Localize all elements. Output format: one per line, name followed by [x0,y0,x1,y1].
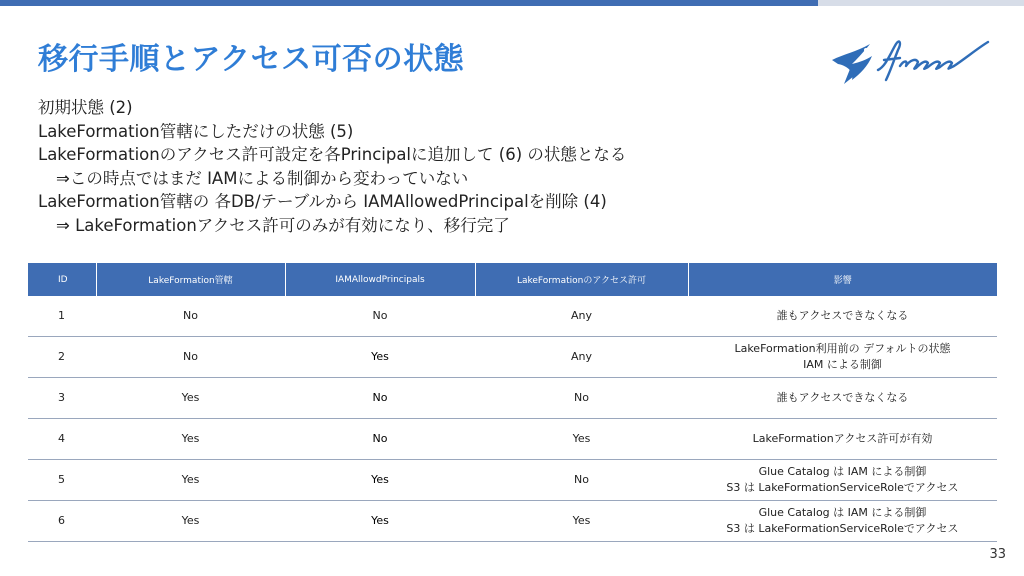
cell-impact: LakeFormation利用前の デフォルトの状態 IAM による制御 [688,337,997,378]
table-header-row [28,263,997,296]
cell-lf: No [96,296,285,337]
cell-iam: Yes [285,460,475,501]
cell-lf: No [96,337,285,378]
cell-lf: Yes [96,378,285,419]
cell-iam: Yes [285,501,475,542]
bullet-line: 初期状態 (2) [38,98,133,117]
cell-id: 6 [28,501,96,542]
cell-lf: Yes [96,419,285,460]
cell-impact: 誰もアクセスできなくなる [688,296,997,337]
slide-title: 移行手順とアクセス可否の状態 [38,42,465,77]
table-row [28,296,997,337]
cell-iam: No [285,378,475,419]
cell-iam: Yes [285,337,475,378]
header-id: ID [28,263,96,296]
bullet-list [38,96,626,238]
cell-id: 4 [28,419,96,460]
page-number: 33 [989,547,1006,562]
cell-lf: Yes [96,501,285,542]
cell-access: Any [475,296,688,337]
cell-access: Yes [475,419,688,460]
cell-lf: Yes [96,460,285,501]
header-access-permission: LakeFormationのアクセス許可 [475,263,688,296]
cell-id: 2 [28,337,96,378]
bullet-line: LakeFormation管轄の 各DB/テーブルから IAMAllowedPrincipalを削除 (4) [38,192,607,212]
bullet-line: LakeFormationのアクセス許可設定を各Principalに追加して (6) の状態となる [38,145,627,165]
cell-access: Any [475,337,688,378]
header-lakeformation: LakeFormation管轄 [96,263,285,296]
freee-logo-icon [826,30,996,92]
header-impact: 影響 [688,263,997,296]
bullet-line: LakeFormation管轄にしただけの状態 (5) [38,121,354,141]
bullet-subline: ⇒この時点ではまだ IAMによる制御から変わっていない [56,168,469,188]
cell-impact: 誰もアクセスできなくなる [688,378,997,419]
cell-impact: LakeFormationアクセス許可が有効 [688,419,997,460]
cell-impact: Glue Catalog は IAM による制御 S3 は LakeFormationServiceRoleでアクセス [688,460,997,501]
cell-id: 3 [28,378,96,419]
cell-iam: No [285,296,475,337]
bullet-subline: ⇒ LakeFormationアクセス許可のみが有効になり、移行完了 [56,215,510,235]
table-row [28,419,997,460]
top-accent-bar [0,0,818,6]
migration-state-table [28,263,997,542]
top-accent-bar-light [818,0,1024,6]
table-row [28,501,997,542]
table-row [28,460,997,501]
cell-access: No [475,460,688,501]
cell-iam: No [285,419,475,460]
table-row [28,337,997,378]
cell-access: Yes [475,501,688,542]
table-row [28,378,997,419]
cell-impact: Glue Catalog は IAM による制御 S3 は LakeFormationServiceRoleでアクセス [688,501,997,542]
cell-id: 1 [28,296,96,337]
cell-id: 5 [28,460,96,501]
header-iam-allowed: IAMAllowdPrincipals [285,263,475,296]
cell-access: No [475,378,688,419]
